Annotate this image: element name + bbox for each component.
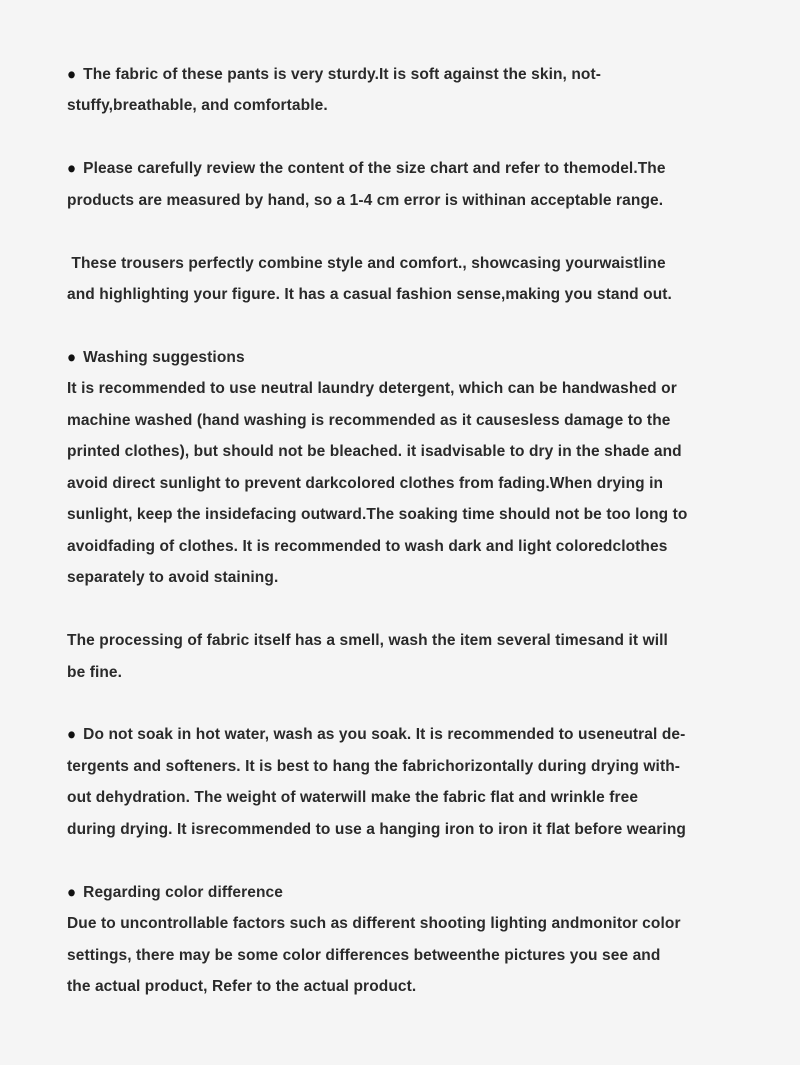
- paragraph-washing-suggestions: [67, 342, 762, 594]
- text-line: [67, 153, 762, 184]
- paragraph-fabric-smell: [67, 625, 762, 688]
- text-line: out dehydration. The weight of waterwill make the fabric flat and wrinkle free: [67, 789, 639, 807]
- text-line: during drying. It isrecommended to use a hanging iron to iron it flat before wearing: [67, 820, 686, 838]
- text-line: machine washed (hand washing is recommended as it causesless damage to the: [67, 411, 671, 429]
- bullet-icon: ●: [67, 348, 77, 367]
- text-line: [67, 719, 762, 750]
- text-line: and highlighting your figure. It has a casual fashion sense,making you stand out.: [67, 286, 672, 304]
- section-heading-color-difference: [67, 877, 762, 908]
- paragraph-fabric-quality: [67, 59, 762, 122]
- text-line-content: Regarding color difference: [83, 883, 284, 901]
- text-line: tergents and softeners. It is best to hang the fabrichorizontally during drying with-: [67, 757, 681, 775]
- text-line: The processing of fabric itself has a smell, wash the item several timesand it will: [67, 632, 668, 650]
- section-heading-washing-suggestions: [67, 342, 762, 373]
- text-line: be fine.: [67, 663, 123, 681]
- text-line: [67, 59, 762, 90]
- paragraph-color-difference: [67, 877, 762, 1003]
- text-line: Due to uncontrollable factors such as different shooting lighting andmonitor color: [67, 915, 681, 933]
- text-line-content: Do not soak in hot water, wash as you soak. It is recommended to useneutral de-: [83, 726, 686, 744]
- text-line: avoidfading of clothes. It is recommended to wash dark and light coloredclothes: [67, 537, 668, 555]
- text-line: separately to avoid staining.: [67, 569, 279, 587]
- bullet-icon: ●: [67, 882, 77, 902]
- text-line: products are measured by hand, so a 1-4 cm error is withinan acceptable range.: [67, 191, 664, 209]
- bullet-icon: ●: [67, 65, 77, 84]
- text-line: These trousers perfectly combine style and comfort., showcasing yourwaistline: [67, 254, 666, 272]
- paragraph-soaking-advice: [67, 719, 762, 845]
- paragraph-style-comfort: [67, 248, 762, 311]
- bullet-icon: ●: [67, 159, 77, 179]
- text-line-content: Please carefully review the content of the size chart and refer to themodel.The: [83, 160, 666, 178]
- text-line-content: The fabric of these pants is very sturdy.It is soft against the skin, not-: [83, 66, 602, 83]
- text-line: sunlight, keep the insidefacing outward.The soaking time should not be too long to: [67, 506, 688, 524]
- text-line: printed clothes), but should not be bleached. it isadvisable to dry in the shade and: [67, 443, 682, 461]
- bullet-icon: ●: [67, 725, 77, 745]
- text-line: avoid direct sunlight to prevent darkcolored clothes from fading.When drying in: [67, 474, 664, 492]
- text-line: settings, there may be some color differences betweenthe pictures you see and: [67, 946, 661, 964]
- text-line: It is recommended to use neutral laundry detergent, which can be handwashed or: [67, 380, 677, 398]
- text-line: stuffy,breathable, and comfortable.: [67, 97, 328, 115]
- paragraph-size-chart-notice: [67, 153, 762, 216]
- text-line-content: Washing suggestions: [83, 349, 245, 367]
- text-line: the actual product, Refer to the actual product.: [67, 978, 417, 996]
